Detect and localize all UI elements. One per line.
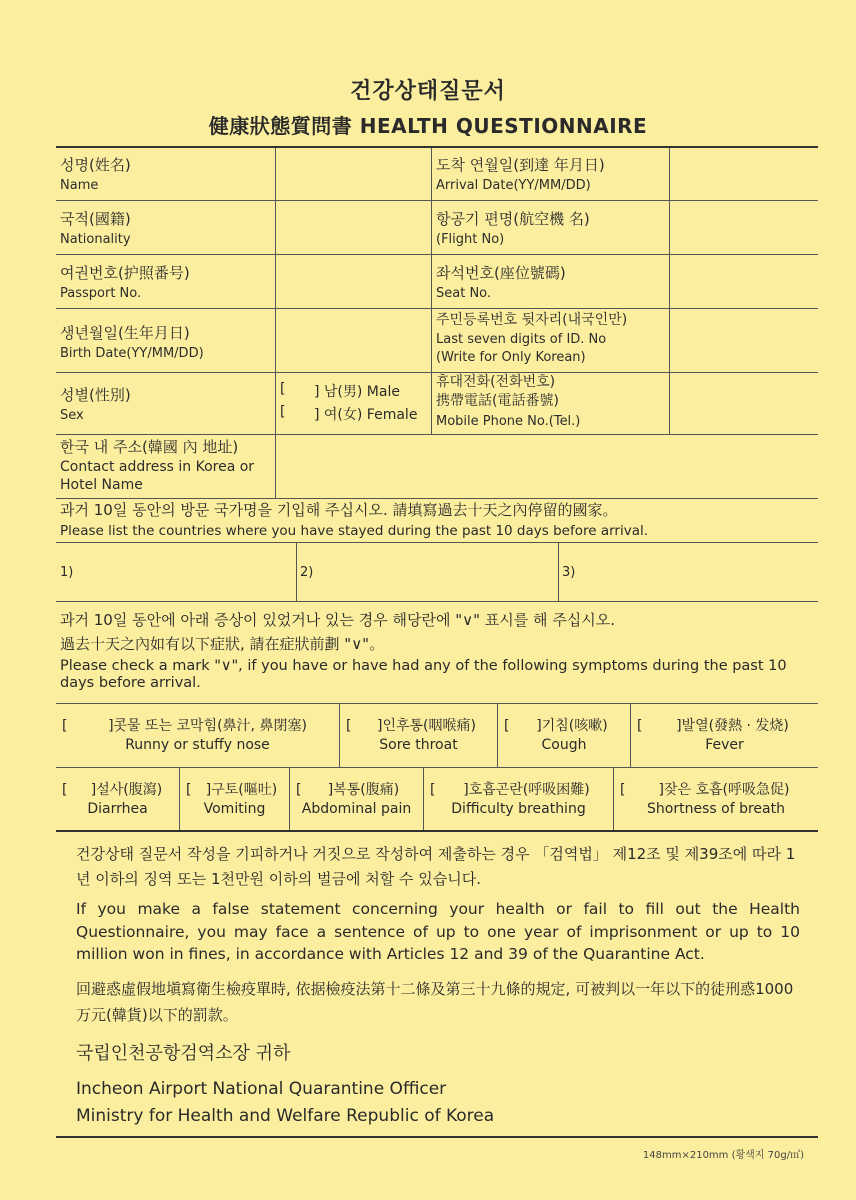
footer-divider [56, 1136, 818, 1138]
difficulty-breathing-label-en: Difficulty breathing [451, 801, 586, 817]
sore-throat-checkbox[interactable]: [ [346, 718, 352, 734]
phone-input[interactable] [670, 372, 818, 434]
phone-label-en: Mobile Phone No.(Tel.) [436, 414, 581, 429]
shortness-of-breath-checkbox[interactable]: [ [620, 782, 626, 798]
shortness-of-breath-label-ko: ]잦은 호흡(呼吸急促) [658, 782, 790, 798]
row-name [56, 148, 818, 201]
flight-label-ko: 항공기 편명(航空機 名) [436, 210, 590, 228]
abdominal-pain-label-ko: ]복통(腹痛) [327, 782, 400, 798]
symptoms-row-1 [56, 703, 818, 768]
passport-label-en: Passport No. [60, 286, 142, 301]
flight-label-en: (Flight No) [436, 232, 505, 247]
diarrhea-checkbox[interactable]: [ [62, 782, 68, 798]
cough-checkbox[interactable]: [ [504, 718, 510, 734]
passport-input[interactable] [276, 254, 432, 308]
symptom-fever[interactable] [631, 704, 818, 767]
fever-checkbox[interactable]: [ [637, 718, 643, 734]
row-nationality [56, 200, 818, 255]
runny-nose-checkbox[interactable]: [ [62, 718, 68, 734]
country-slot-1-label: 1) [60, 565, 74, 580]
seat-label-en: Seat No. [436, 286, 492, 301]
cough-label-ko: ]기침(咳嗽) [536, 718, 608, 734]
birth-label-ko: 생년월일(生年月日) [60, 324, 190, 342]
diarrhea-label-en: Diarrhea [87, 801, 148, 817]
vomiting-label-ko: ]구토(嘔吐) [205, 782, 278, 798]
country-slot-3[interactable] [558, 543, 818, 601]
cough-label-en: Cough [541, 737, 587, 753]
countries-instruction-en: Please list the countries where you have stayed during the past 10 days before arrival. [60, 523, 649, 539]
id-label-ko: 주민등록번호 뒷자리(내국인만) [436, 312, 628, 328]
title-korean: 건강상태질문서 [350, 79, 506, 104]
abdominal-pain-label-en: Abdominal pain [301, 801, 412, 817]
addressee-korean: 국립인천공항검역소장 귀하 [76, 1043, 291, 1064]
symptoms-instruction-en: Please check a mark "∨", if you have or have had any of the following symptoms during the past 10 days before arrival. [60, 658, 787, 691]
address-input[interactable] [276, 434, 818, 498]
symptom-runny-nose[interactable] [56, 704, 340, 767]
symptom-cough[interactable] [498, 704, 631, 767]
address-label-ko: 한국 내 주소(韓國 內 地址) [60, 438, 239, 456]
birth-date-input[interactable] [276, 308, 432, 372]
symptom-difficulty-breathing[interactable] [424, 768, 614, 830]
country-slot-2-label: 2) [300, 565, 314, 580]
phone-label-ko: 휴대전화(전화번호) [436, 374, 556, 390]
passport-label-ko: 여권번호(护照番号) [60, 264, 190, 282]
name-label-ko: 성명(姓名) [60, 156, 131, 174]
seat-label-ko: 좌석번호(座位號碼) [436, 264, 566, 282]
id-label-en1: Last seven digits of ID. No [436, 332, 607, 347]
addressee-english-1: Incheon Airport National Quarantine Officer [76, 1079, 447, 1099]
diarrhea-label-ko: ]설사(腹瀉) [90, 782, 163, 798]
symptoms-row-2 [56, 768, 818, 832]
countries-instruction-ko: 과거 10일 동안의 방문 국가명을 기입해 주십시오. 請填寫過去十天之內停留的國家。 [60, 501, 618, 519]
seat-input[interactable] [670, 254, 818, 308]
difficulty-breathing-checkbox[interactable]: [ [430, 782, 436, 798]
name-label-en: Name [60, 178, 99, 193]
row-sex [56, 372, 818, 435]
nationality-label-ko: 국적(國籍) [60, 210, 131, 228]
address-label-en2: Hotel Name [60, 477, 143, 493]
symptom-sore-throat[interactable] [340, 704, 498, 767]
paper-spec: 148mm×210mm (황색지 70g/㎡) [642, 1150, 804, 1161]
male-checkbox[interactable]: [ [280, 381, 286, 397]
row-address [56, 434, 818, 499]
birth-label-en: Birth Date(YY/MM/DD) [60, 346, 204, 361]
id-label-en2: (Write for Only Korean) [436, 350, 586, 365]
nationality-label-en: Nationality [60, 232, 131, 247]
nationality-input[interactable] [276, 200, 432, 254]
country-slot-3-label: 3) [562, 565, 576, 580]
country-slot-2[interactable] [296, 543, 559, 601]
phone-label-cn: 携帶電話(電話番號) [436, 393, 559, 409]
flight-input[interactable] [670, 200, 818, 254]
fever-label-ko: ]발열(發熱 · 发烧) [676, 718, 789, 734]
runny-nose-label-ko: ]콧물 또는 코막힘(鼻汁, 鼻閉塞) [108, 718, 307, 734]
male-label: ] 남(男) Male [314, 384, 400, 400]
row-birth [56, 308, 818, 373]
symptom-abdominal-pain[interactable] [290, 768, 424, 830]
sex-label-en: Sex [60, 408, 84, 423]
symptom-shortness-of-breath[interactable] [614, 768, 818, 830]
title-english: 健康狀態質問書 HEALTH QUESTIONNAIRE [208, 114, 648, 138]
warning-chinese: 回避惑虛假地塡寫衛生檢疫單時, 依据檢疫法第十二條及第三十九條的規定, 可被判以一年以下的徒刑惑1000万元(韓貨)以下的罰款。 [76, 980, 794, 1024]
arrival-date-input[interactable] [670, 148, 818, 200]
row-passport [56, 254, 818, 309]
sex-label-ko: 성별(性別) [60, 386, 131, 404]
countries-table [56, 542, 818, 602]
fever-label-en: Fever [705, 737, 744, 753]
sore-throat-label-en: Sore throat [379, 737, 458, 753]
abdominal-pain-checkbox[interactable]: [ [296, 782, 302, 798]
symptom-diarrhea[interactable] [56, 768, 180, 830]
symptoms-instruction-cn: 過去十天之內如有以下症狀, 請在症狀前劃 "∨"。 [60, 635, 385, 653]
difficulty-breathing-label-ko: ]호흡곤란(呼吸困難) [463, 782, 590, 798]
arrival-label-ko: 도착 연월일(到達 年月日) [436, 156, 605, 174]
sore-throat-label-ko: ]인후통(咽喉痛) [377, 718, 476, 734]
id-input[interactable] [670, 308, 818, 372]
shortness-of-breath-label-en: Shortness of breath [647, 801, 785, 817]
vomiting-checkbox[interactable]: [ [186, 782, 192, 798]
warning-korean: 건강상태 질문서 작성을 기피하거나 거짓으로 작성하여 제출하는 경우 「검역법」 제12조 및 제39조에 따라 1년 이하의 징역 또는 1천만원 이하의 벌금에 처할 수 있습니다. [76, 845, 796, 888]
female-checkbox[interactable]: [ [280, 404, 286, 420]
symptom-vomiting[interactable] [180, 768, 290, 830]
female-label: ] 여(女) Female [314, 407, 418, 423]
address-label-en1: Contact address in Korea or [60, 459, 255, 475]
name-input[interactable] [276, 148, 432, 200]
arrival-label-en: Arrival Date(YY/MM/DD) [436, 178, 591, 193]
country-slot-1[interactable] [56, 543, 297, 601]
runny-nose-label-en: Runny or stuffy nose [125, 737, 270, 753]
symptoms-instruction-ko: 과거 10일 동안에 아래 증상이 있었거나 있는 경우 해당란에 "∨" 표시를 해 주십시오. [60, 611, 616, 629]
warning-english: If you make a false statement concerning your health or fail to fill out the Health Questionnaire, you may face a sentence of up to one year of imprisonment or up to 10 million won in fines, in accordance with Articles 12 and 39 of the Quarantine Act. [76, 900, 800, 963]
personal-info-table [56, 146, 818, 498]
addressee-english-2: Ministry for Health and Welfare Republic of Korea [76, 1106, 495, 1126]
vomiting-label-en: Vomiting [203, 801, 266, 817]
